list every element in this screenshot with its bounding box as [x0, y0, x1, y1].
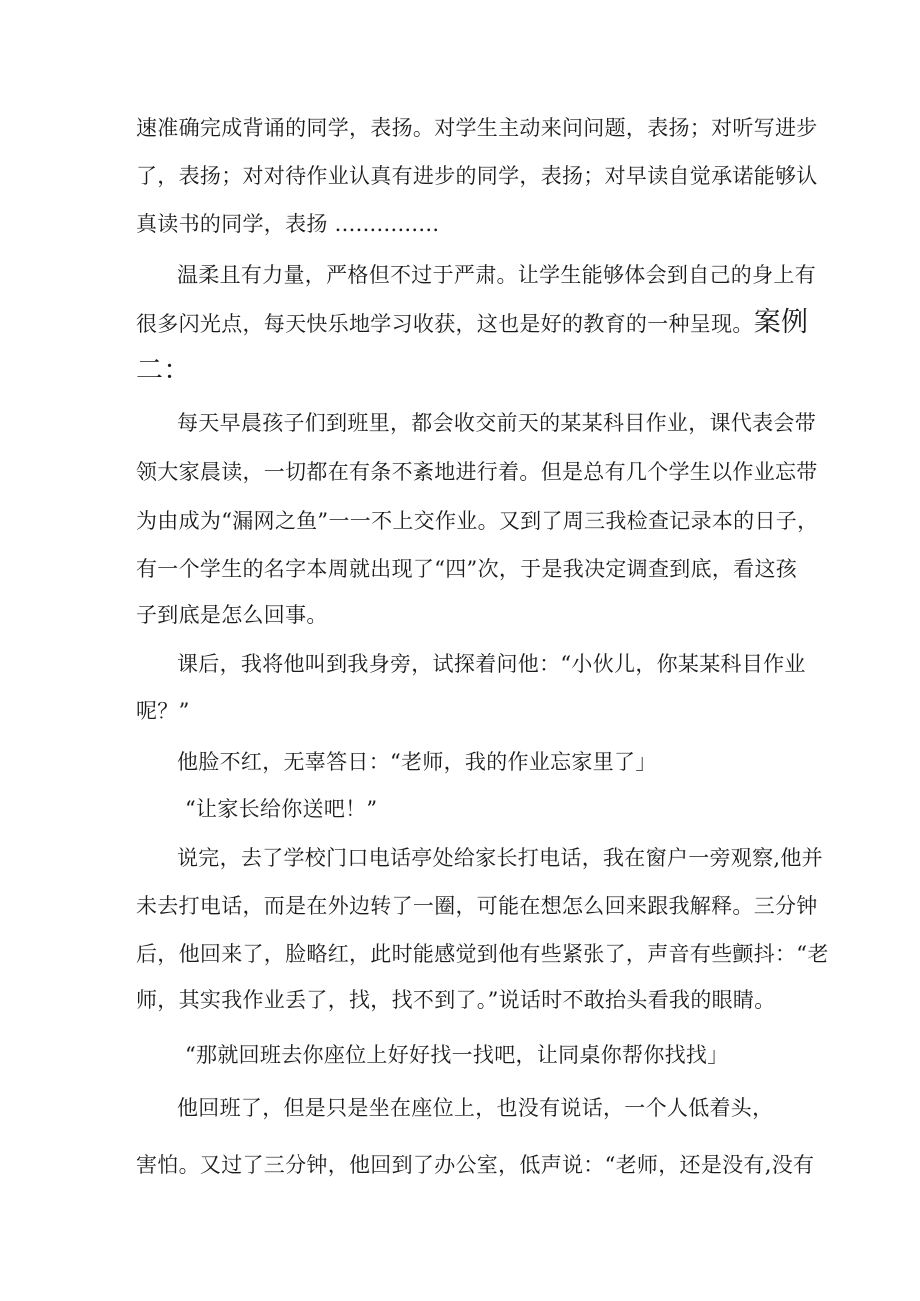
paragraph-line: “让家长给你送吧！” — [185, 797, 378, 821]
paragraph-line: 温柔且有力量，严格但不过于严肃。让学生能够体会到自己的身上有 — [177, 263, 816, 287]
paragraph-line: 师，其实我作业丢了，找，找不到了。”说话时不敢抬头看我的眼睛。 — [136, 988, 776, 1012]
paragraph-line: “那就回班去你座位上好好找一找吧，让同桌你帮你找找」 — [185, 1043, 729, 1067]
paragraph-line: 说完，去了学校门口电话亭处给家长打电话，我在窗户一旁观察,他并 — [177, 846, 823, 870]
paragraph-line: 呢？” — [136, 699, 190, 723]
paragraph-line: 为由成为“漏网之鱼”一一不上交作业。又到了周三我检查记录本的日子， — [136, 509, 819, 533]
paragraph-line: 速准确完成背诵的同学，表扬。对学生主动来问问题，表扬；对听写进步 — [136, 116, 818, 140]
paragraph-text: 很多闪光点，每天快乐地学习收获，这也是好的教育的一种呈现。 — [136, 312, 754, 336]
paragraph-line: 每天早晨孩子们到班里，都会收交前天的某某科目作业，课代表会带 — [177, 411, 816, 435]
case-heading-continued: 二： — [136, 355, 191, 386]
paragraph-line: 课后，我将他叫到我身旁，试探着问他：“小伙儿，你某某科目作业 — [177, 652, 806, 676]
paragraph-line: 有一个学生的名字本周就出现了“四”次，于是我决定调查到底，看这孩 — [136, 557, 798, 581]
paragraph-line — [136, 308, 808, 339]
paragraph-line: 真读书的同学，表扬 ............... — [136, 212, 440, 236]
paragraph-line: 他脸不红，无辜答日：“老师，我的作业忘家里了」 — [177, 750, 657, 774]
paragraph-line: 害怕。又过了三分钟，他回到了办公室，低声说：“老师，还是没有,没有 — [136, 1153, 815, 1177]
paragraph-line: 他回班了，但是只是坐在座位上，也没有说话，一个人低着头， — [177, 1096, 774, 1120]
paragraph-line: 领大家晨读，一切都在有条不紊地进行着。但是总有几个学生以作业忘带 — [136, 460, 818, 484]
case-heading: 案例 — [753, 307, 809, 338]
paragraph-line: 了，表扬；对对待作业认真有进步的同学，表扬；对早读自觉承诺能够认 — [136, 164, 818, 188]
paragraph-line: 子到底是怎么回事。 — [136, 603, 328, 627]
paragraph-line: 后，他回来了，脸略红，此时能感觉到他有些紧张了，声音有些颤抖：“老 — [136, 942, 829, 966]
paragraph-line: 未去打电话，而是在外边转了一圈，可能在想怎么回来跟我解释。三分钟 — [136, 894, 818, 918]
